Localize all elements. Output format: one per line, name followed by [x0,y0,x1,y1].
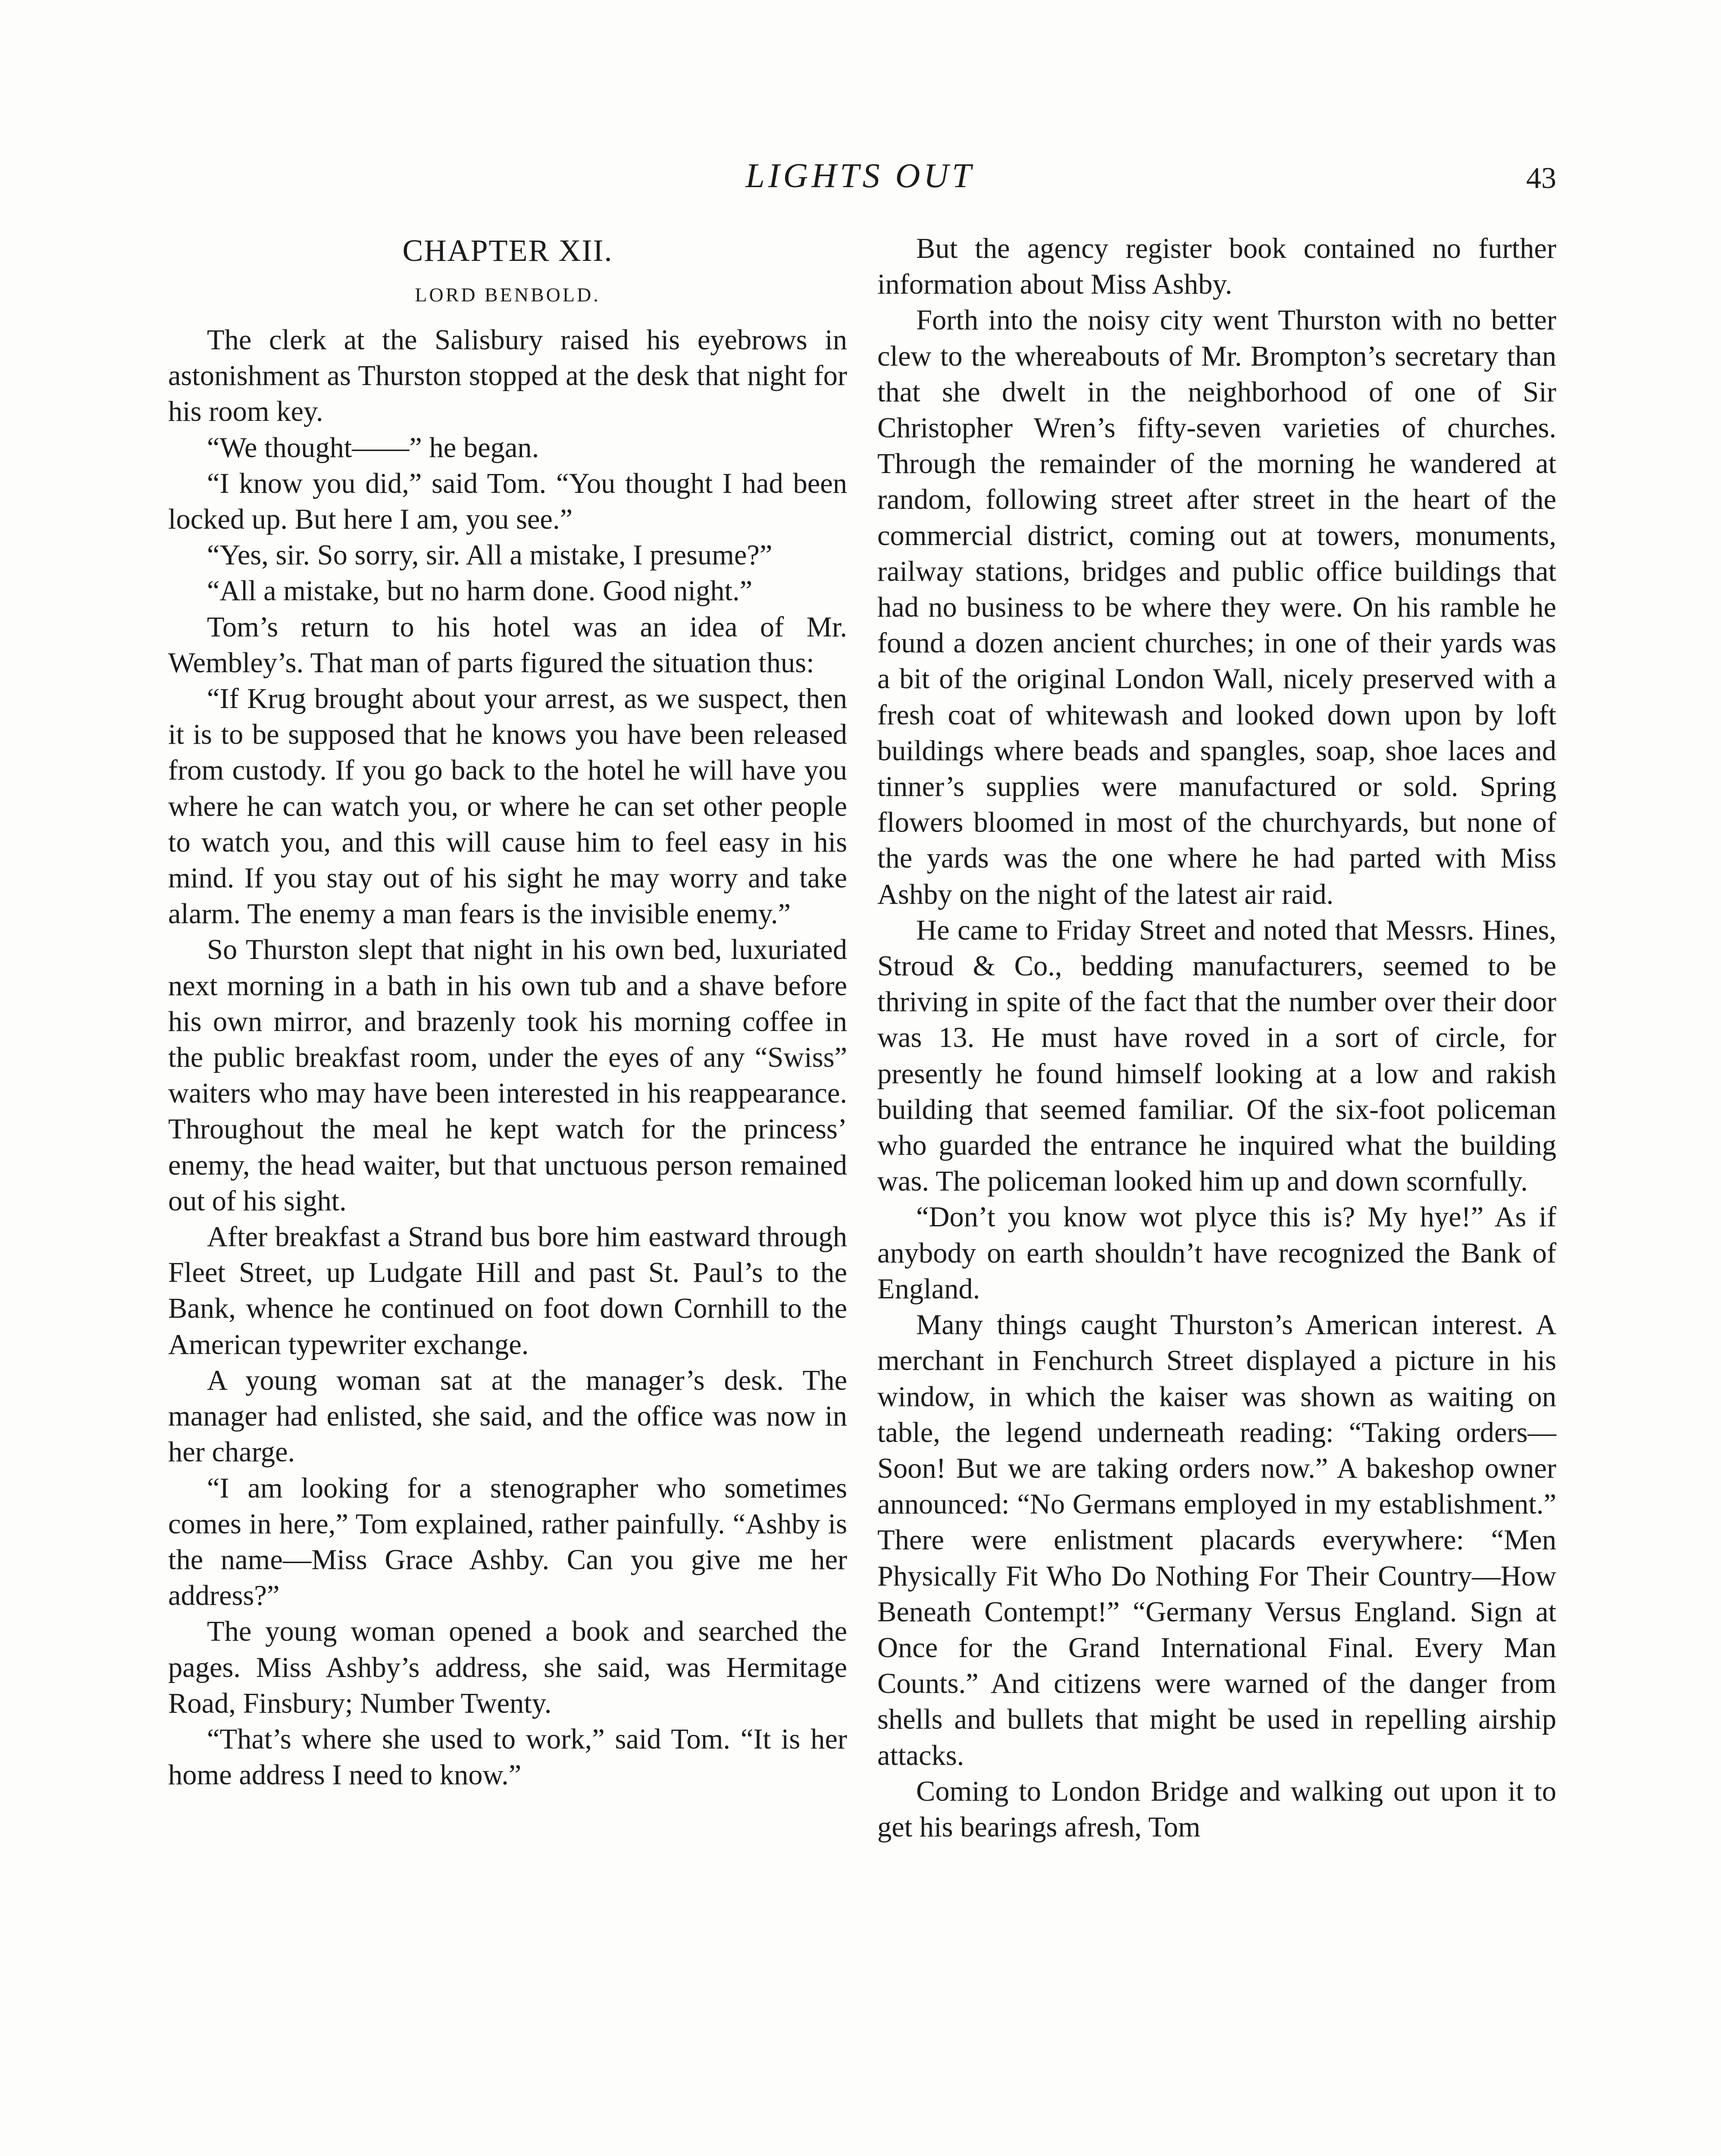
paragraph: “Don’t you know wot plyce this is? My hye!” As if anybody on earth shouldn’t have recognized the Bank of England. [877,1201,1556,1305]
page-header [164,154,1556,197]
paragraph: Many things caught Thurston’s American interest. A merchant in Fenchurch Street displayed a picture in his window, in which the kaiser was shown as waiting on table, the legend underneath reading: “Taking orders—Soon! But we are taking orders now.” A bakeshop owner announced: “No Germans employed in my establishment.” There were enlistment placards everywhere: “Men Physically Fit Who Do Nothing For Their Country—How Beneath Contempt!” “Germany Versus England. Sign at Once for the Grand International Final. Every Man Counts.” And citizens were warned of the danger from shells and bullets that might be used in repelling airship attacks. [877,1309,1556,1771]
paragraph: A young woman sat at the manager’s desk. The manager had enlisted, she said, and the office was now in her charge. [168,1364,847,1468]
paragraph: “We thought——” he began. [207,432,539,464]
paragraph: The young woman opened a book and searched the pages. Miss Ashby’s address, she said, was Hermitage Road, Finsbury; Number Twenty. [168,1616,847,1719]
paragraph: “I know you did,” said Tom. “You thought I had been locked up. But here I am, you see.” [168,467,847,536]
paragraph: After breakfast a Strand bus bore him eastward through Fleet Street, up Ludgate Hill and past St. Paul’s to the Bank, whence he continued on foot down Cornhill to the American typewriter exchange. [168,1221,847,1360]
paragraph: Tom’s return to his hotel was an idea of Mr. Wembley’s. That man of parts figured the situation thus: [168,611,847,679]
paragraph: “If Krug brought about your arrest, as we suspect, then it is to be supposed that he knows you have been released from custody. If you go back to the hotel he will have you where he can watch you, or where he can set other people to watch you, and this will cause him to feel easy in his mind. If you stay out of his sight he may worry and take alarm. The enemy a man fears is the invisible enemy.” [168,683,847,930]
paragraph: But the agency register book contained no further information about Miss Ashby. [877,233,1556,301]
running-title: LIGHTS OUT [745,157,975,195]
left-column [168,231,847,1793]
paragraph: “Yes, sir. So sorry, sir. All a mistake, I presume?” [207,539,773,571]
right-column [877,231,1556,1845]
paragraph: So Thurston slept that night in his own bed, luxuriated next morning in a bath in his own tub and a shave before his own mirror, and brazenly took his morning coffee in the public breakfast room, under the eyes of any “Swiss” waiters who may have been interested in his reappearance. Throughout the meal he kept watch for the princess’ enemy, the head waiter, but that unctuous person remained out of his sight. [168,934,847,1217]
page-number: 43 [1526,162,1556,195]
paragraph: He came to Friday Street and noted that Messrs. Hines, Stroud & Co., bedding manufacturers, seemed to be thriving in spite of the fact that the number over their door was 13. He must have roved in a sort of circle, for presently he found himself looking at a low and rakish building that seemed familiar. Of the six-foot policeman who guarded the entrance he inquired what the building was. The policeman looked him up and down scornfully. [877,914,1556,1197]
paragraph: “I am looking for a stenographer who sometimes comes in here,” Tom explained, rather painfully. “Ashby is the name—Miss Grace Ashby. Can you give me her address?” [168,1472,847,1612]
chapter-title: CHAPTER XII. [402,233,613,268]
paragraph: “That’s where she used to work,” said Tom. “It is her home address I need to know.” [168,1723,847,1791]
paragraph: Forth into the noisy city went Thurston with no better clew to the whereabouts of Mr. Brompton’s secretary than that she dwelt in the neighborhood of one of Sir Christopher Wren’s fifty-seven varieties of churches. Through the remainder of the morning he wandered at random, following street after street in the heart of the commercial district, coming out at towers, monuments, railway stations, bridges and public office buildings that had no business to be where they were. On his ramble he found a dozen ancient churches; in one of their yards was a bit of the original London Wall, nicely preserved with a fresh coat of whitewash and looked down upon by loft buildings where beads and spangles, soap, shoe laces and tinner’s supplies were manufactured or sold. Spring flowers bloomed in most of the churchyards, but none of the yards was the one where he had parted with Miss Ashby on the night of the latest air raid. [877,304,1556,910]
paragraph: The clerk at the Salisbury raised his eyebrows in astonishment as Thurston stopped at the desk that night for his room key. [168,324,847,428]
chapter-subtitle: LORD BENBOLD. [415,284,601,306]
paragraph: Coming to London Bridge and walking out upon it to get his bearings afresh, Tom [877,1775,1556,1843]
paragraph: “All a mistake, but no harm done. Good night.” [207,575,753,607]
